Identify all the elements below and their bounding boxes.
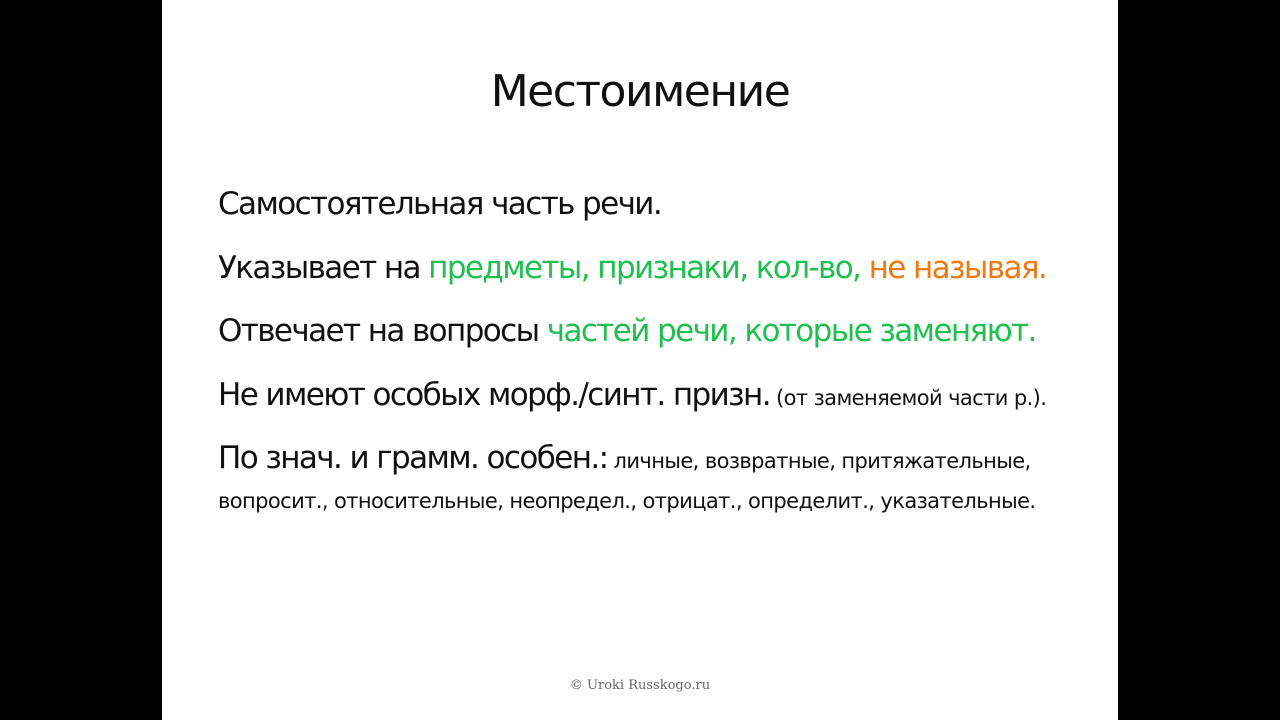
- line-classification: [218, 436, 1031, 483]
- line-prefix: Отвечает на вопросы: [218, 313, 547, 349]
- line-note: личные, возвратные, притяжательные,: [607, 449, 1031, 473]
- copyright-footer: © Uroki Russkogo.ru: [569, 678, 711, 693]
- line-main: По знач. и грамм. особен.:: [218, 440, 608, 476]
- slide-title: Местоимение: [490, 66, 790, 117]
- line-note: (от заменяемой части р.).: [769, 386, 1047, 410]
- line-classification-continued: [218, 484, 1036, 518]
- line-points-to: [218, 246, 1046, 290]
- line-no-features: [218, 373, 1046, 420]
- highlight-green: предметы, признаки, кол-во,: [428, 250, 861, 286]
- highlight-green: частей речи, которые заменяют.: [546, 313, 1036, 349]
- line-main: Не имеют особых морф./синт. призн.: [218, 377, 770, 413]
- line-independent-part: [218, 182, 661, 226]
- line-text: Самостоятельная часть речи.: [218, 186, 662, 222]
- highlight-orange: не называя.: [860, 250, 1047, 286]
- line-prefix: Указывает на: [218, 250, 429, 286]
- line-answers-questions: [218, 309, 1036, 353]
- slide: [162, 0, 1118, 720]
- line-text: вопросит., относительные, неопредел., отрицат., определит., указательные.: [218, 489, 1036, 513]
